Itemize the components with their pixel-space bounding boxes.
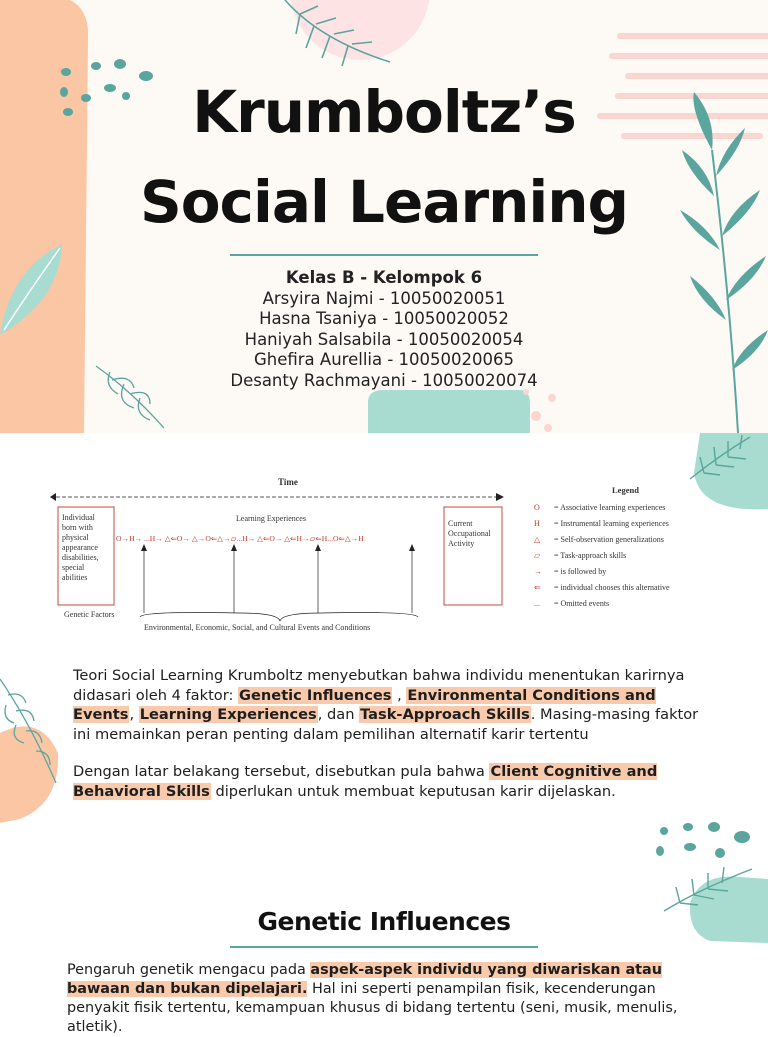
mint-blob-bottom <box>368 390 530 433</box>
environment-label: Environmental, Economic, Social, and Cultural Events and Conditions <box>144 623 371 632</box>
environment-brace <box>140 613 418 622</box>
legend-symbol-5: → <box>534 567 542 576</box>
section-divider <box>230 946 538 948</box>
individual-line-3: physical <box>62 533 89 542</box>
intro2-text-b: diperlukan untuk membuat keputusan karir dijelaskan. <box>210 782 616 800</box>
legend-symbol-2: H <box>534 519 540 528</box>
individual-line-6: special <box>62 563 85 572</box>
highlight-genetic-influences: Genetic Influences <box>239 686 392 704</box>
cover-title-line1: Krumboltz’s <box>192 78 576 146</box>
member-3: Haniyah Salsabila - 10050020054 <box>244 329 524 349</box>
intro-paragraph-1 <box>73 666 713 744</box>
legend-text-7: = Omitted events <box>554 599 610 608</box>
individual-line-7: abilities <box>62 573 88 582</box>
highlight-task-approach-skills: Task-Approach Skills <box>360 706 530 723</box>
current-line-3: Activity <box>448 539 475 548</box>
dots-right <box>656 822 750 858</box>
genetic-influences-title: Genetic Influences <box>257 907 511 936</box>
individual-line-1: Individual <box>62 513 95 522</box>
member-5: Desanty Rachmayani - 10050020074 <box>230 370 538 390</box>
genetic-paragraph <box>67 961 707 1037</box>
peach-blob-left <box>0 726 58 823</box>
individual-line-5: disabilities, <box>62 553 99 562</box>
intro2-text-a: Dengan latar belakang tersebut, disebutkan pula bahwa <box>73 763 490 780</box>
highlight-environmental-conditions: Environmental Conditions and Events <box>73 686 656 723</box>
legend-title: Legend <box>612 485 639 495</box>
title-divider <box>230 254 538 256</box>
event-arrows <box>144 547 412 613</box>
member-2: Hasna Tsaniya - 10050020052 <box>259 309 509 328</box>
legend-symbol-3: △ <box>534 535 541 544</box>
legend-text-2: = Instrumental learning experiences <box>554 519 669 528</box>
individual-line-2: born with <box>62 523 93 532</box>
legend-text-5: = is followed by <box>554 567 607 576</box>
individual-line-4: appearance <box>62 543 98 552</box>
current-line-1: Current <box>448 519 473 528</box>
genetic-text-a: Pengaruh genetik mengacu pada <box>67 962 311 978</box>
intro-text-e: . Masing-masing faktor ini memainkan peran penting dalam pemilihan alternatif karir tertentu <box>73 706 699 743</box>
legend-symbol-4: ▱ <box>534 551 541 560</box>
legend-symbol-6: ⇐ <box>534 583 541 592</box>
genetic-text-b: Hal ini seperti penampilan fisik, kecenderungan penyakit fisik tertentu, kemampuan khusus di bidang tertentu (seni, musik, menulis, atletik). <box>67 981 678 1035</box>
genetic-factors-label: Genetic Factors <box>64 610 115 619</box>
member-list <box>0 268 768 391</box>
kelas-label: Kelas B - Kelompok 6 <box>285 268 483 287</box>
highlight-client-cognitive-skills: Client Cognitive and Behavioral Skills <box>73 763 658 800</box>
krumboltz-diagram <box>48 473 728 633</box>
legend-text-1: = Associative learning experiences <box>554 503 666 512</box>
current-line-2: Occupational <box>448 529 491 538</box>
learning-sequence: O→H→ ...H→ △⇐O→ △→O⇐△→▱...H→ △⇐O→ △⇐H→▱⇐H...O⇐△→H <box>116 534 364 543</box>
svg-text:Current Occupational <box>448 519 493 548</box>
cover-title-line2: Social Learning <box>139 168 629 236</box>
intro-text-a: Teori Social Learning Krumboltz menyebutkan bahwa individu menentukan karirnya didasari oleh 4 faktor: <box>73 667 685 704</box>
intro-paragraph-2 <box>73 762 713 801</box>
legend-items <box>534 503 670 608</box>
content-slide <box>0 433 768 1035</box>
member-4: Ghefira Aurellia - 10050020065 <box>253 350 515 369</box>
legend-symbol-7: ... <box>534 599 540 608</box>
member-1: Arsyira Najmi - 10050020051 <box>262 288 506 308</box>
intro-text-b: , <box>392 686 407 704</box>
learning-experiences-label: Learning Experiences <box>236 514 306 523</box>
legend-text-4: = Task-approach skills <box>554 551 627 560</box>
legend-symbol-1: O <box>534 503 540 512</box>
time-label: Time <box>278 477 298 487</box>
legend-text-3: = Self-observation generalizations <box>554 535 664 544</box>
svg-text:Individual born with <box>62 513 101 582</box>
legend-text-6: = individual chooses this alternative <box>554 583 670 592</box>
intro-text-d: , dan <box>317 706 360 723</box>
intro-text-c: , <box>129 706 139 723</box>
highlight-learning-experiences: Learning Experiences <box>139 706 317 723</box>
cover-slide <box>0 0 768 433</box>
highlight-inherited-aspects: aspek-aspek individu yang diwariskan atau bawaan dan bukan dipelajari. <box>67 962 663 997</box>
